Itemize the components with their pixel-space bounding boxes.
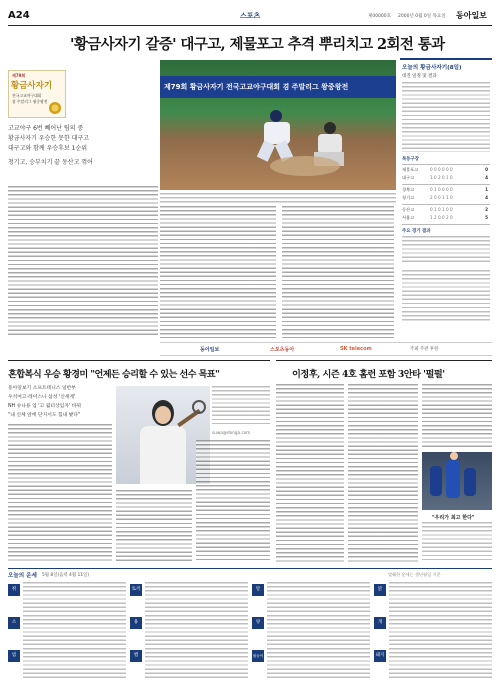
fortune-item <box>252 582 370 614</box>
score-total: 4 <box>485 195 488 200</box>
player-runner <box>258 110 298 162</box>
fortune-item <box>374 582 492 614</box>
story2-subheads <box>8 384 112 420</box>
fortune-bar <box>8 568 492 578</box>
logo-line1: 전국고교야구대회 <box>12 93 42 98</box>
sponsor-strip <box>160 342 492 356</box>
sidebar-subhead: 대진 일정 및 결과 <box>402 74 437 79</box>
stadium-label: 목동구장 <box>402 157 419 162</box>
subhead-4: 청기고, 승부치기 끝 동산고 꺾어 <box>8 159 93 166</box>
score-row: 제물포고 0 0 0 0 0 0 0 <box>402 167 488 172</box>
issue-date: 2000년 0월 0일 목요일 <box>398 14 446 19</box>
fortune-item <box>8 615 126 647</box>
score-team: 대구고 <box>402 175 415 180</box>
score-team: 제물포고 <box>402 167 419 172</box>
issue-number: 제00000호 <box>368 14 392 19</box>
fortune-item <box>8 582 126 614</box>
story2-sub-2: 우석여고·레이스나 삼성 '신세계' <box>8 395 76 400</box>
photo-caption <box>160 192 396 204</box>
header-rule <box>8 25 492 26</box>
score-total: 1 <box>485 187 488 192</box>
fortune-grid <box>8 582 492 682</box>
fortune-subtitle: 5월 8일(음력 4월 11일) <box>42 573 90 578</box>
fortune-note: 발췌한 운세는 생년월일 기준 <box>388 572 441 577</box>
score-team: 청기고 <box>402 195 415 200</box>
story2-photo-caption <box>212 386 270 426</box>
lead-body-col2 <box>160 206 278 341</box>
zodiac-label: 돼지 <box>374 650 386 662</box>
fortune-item <box>130 582 248 614</box>
score-team: 경북고 <box>402 187 415 192</box>
lead-body <box>8 186 158 341</box>
subhead-3: 대구고와 함께 우승후보 1순위 <box>8 145 88 152</box>
story3-caption-head: "우리가 최고 한다" <box>432 515 475 521</box>
score-team: 서울고 <box>402 215 415 220</box>
zodiac-label: 쥐 <box>8 584 20 596</box>
score-row: 경북고 0 1 0 0 0 0 1 <box>402 187 488 192</box>
zodiac-label: 양 <box>252 617 264 629</box>
scoreboard <box>402 156 490 266</box>
story3-body-col2 <box>348 384 418 562</box>
story2-body-col1 <box>8 424 112 562</box>
sponsor-sports: 스포츠동아 <box>270 347 295 353</box>
fortune-item <box>374 615 492 647</box>
zodiac-label: 닭 <box>374 584 386 596</box>
story3-body-col3 <box>422 384 492 448</box>
story3-photo <box>422 452 492 510</box>
score-team: 동산고 <box>402 207 415 212</box>
standings-table <box>402 236 490 264</box>
section-name: 스포츠 <box>240 12 261 20</box>
lead-photo <box>160 60 396 190</box>
paper-name: 동아일보 <box>456 10 487 20</box>
standings-head: 주요 경기 결과 <box>402 229 431 234</box>
story3-caption <box>422 522 492 562</box>
zodiac-label: 용 <box>130 617 142 629</box>
photo-banner <box>160 76 396 98</box>
lead-headline: '황금사자기 갈증' 대구고, 제물포고 추격 뿌리치고 2회전 통과 <box>70 36 445 53</box>
zodiac-label: 개 <box>374 617 386 629</box>
subhead-2: 황금사자기 우승한 못한 대구고 <box>8 135 90 142</box>
logo-line2: 겸 주말리그 왕중왕전 <box>12 99 48 104</box>
score-total: 4 <box>485 175 488 180</box>
sponsor-donga: 동아일보 <box>200 347 220 353</box>
zodiac-label: 범 <box>8 650 20 662</box>
fortune-item <box>252 648 370 680</box>
story2-sub-3: NH 슈나용 업 '고 윌터상입자' 바꿔 <box>8 404 82 409</box>
score-row: 동산고 0 1 0 1 0 0 2 <box>402 207 488 212</box>
story2-sub-4: "내 신체 앞에 단지서도 힘내 봤다" <box>8 413 81 418</box>
story3-headline: 이정후, 시즌 4호 홈런 포함 3안타 '펄펄' <box>292 369 445 380</box>
fortune-item <box>252 615 370 647</box>
score-row: 서울고 1 2 0 0 2 0 5 <box>402 215 488 220</box>
score-row: 청기고 2 0 0 1 1 0 4 <box>402 195 488 200</box>
zodiac-label: 원숭이 <box>252 650 264 662</box>
story3-rule <box>276 360 492 361</box>
zodiac-label: 말 <box>252 584 264 596</box>
lead-body-col3 <box>282 206 396 341</box>
story2-rule <box>8 360 270 361</box>
zodiac-label: 토끼 <box>130 584 142 596</box>
fortune-item <box>8 648 126 680</box>
story2-body-col3 <box>196 440 270 562</box>
logo-edition: 제79회 <box>12 73 26 78</box>
photo-banner-text: 제79회 황금사자기 전국고교야구대회 겸 주말리그 왕중왕전 <box>164 83 349 91</box>
fortune-title: 오늘의 운세 <box>8 573 37 579</box>
story2-body-col2 <box>116 490 192 562</box>
subhead-1: 고교야구 6번 빼어난 팀의 중 <box>8 125 84 132</box>
fortune-item <box>130 648 248 680</box>
page-header <box>8 10 492 24</box>
sidebar-schedule <box>402 82 490 152</box>
story3-body-col1 <box>276 384 344 562</box>
sidebar-box <box>400 58 492 323</box>
dirt-cloud <box>270 156 340 176</box>
zodiac-label: 소 <box>8 617 20 629</box>
story2-credit: suwa@donga.com <box>212 430 251 435</box>
fortune-item <box>374 648 492 680</box>
score-total: 0 <box>485 167 488 172</box>
tournament-logo <box>8 70 66 118</box>
score-total: 2 <box>485 207 488 212</box>
lion-icon <box>47 101 63 115</box>
sidebar-title: 오늘의 황금사자기(8일) <box>402 65 462 71</box>
sidebar-notes <box>402 270 490 322</box>
zodiac-label: 뱀 <box>130 650 142 662</box>
score-row: 대구고 1 0 2 0 1 0 4 <box>402 175 488 180</box>
page-number: A24 <box>8 10 30 21</box>
score-total: 5 <box>485 215 488 220</box>
lead-subheads <box>8 124 158 168</box>
fortune-item <box>130 615 248 647</box>
sponsor-sk: SK telecom <box>340 346 372 352</box>
story2-sub-1: 동아일보기 소프트테니스 일반부 <box>8 386 76 391</box>
story2-headline: 혼합복식 우승 황경미 "언제든 승리할 수 있는 선수 목표" <box>8 369 220 380</box>
sponsor-note: 주최 주관 후원 <box>410 347 439 352</box>
logo-title: 황금사자기 <box>11 81 53 91</box>
